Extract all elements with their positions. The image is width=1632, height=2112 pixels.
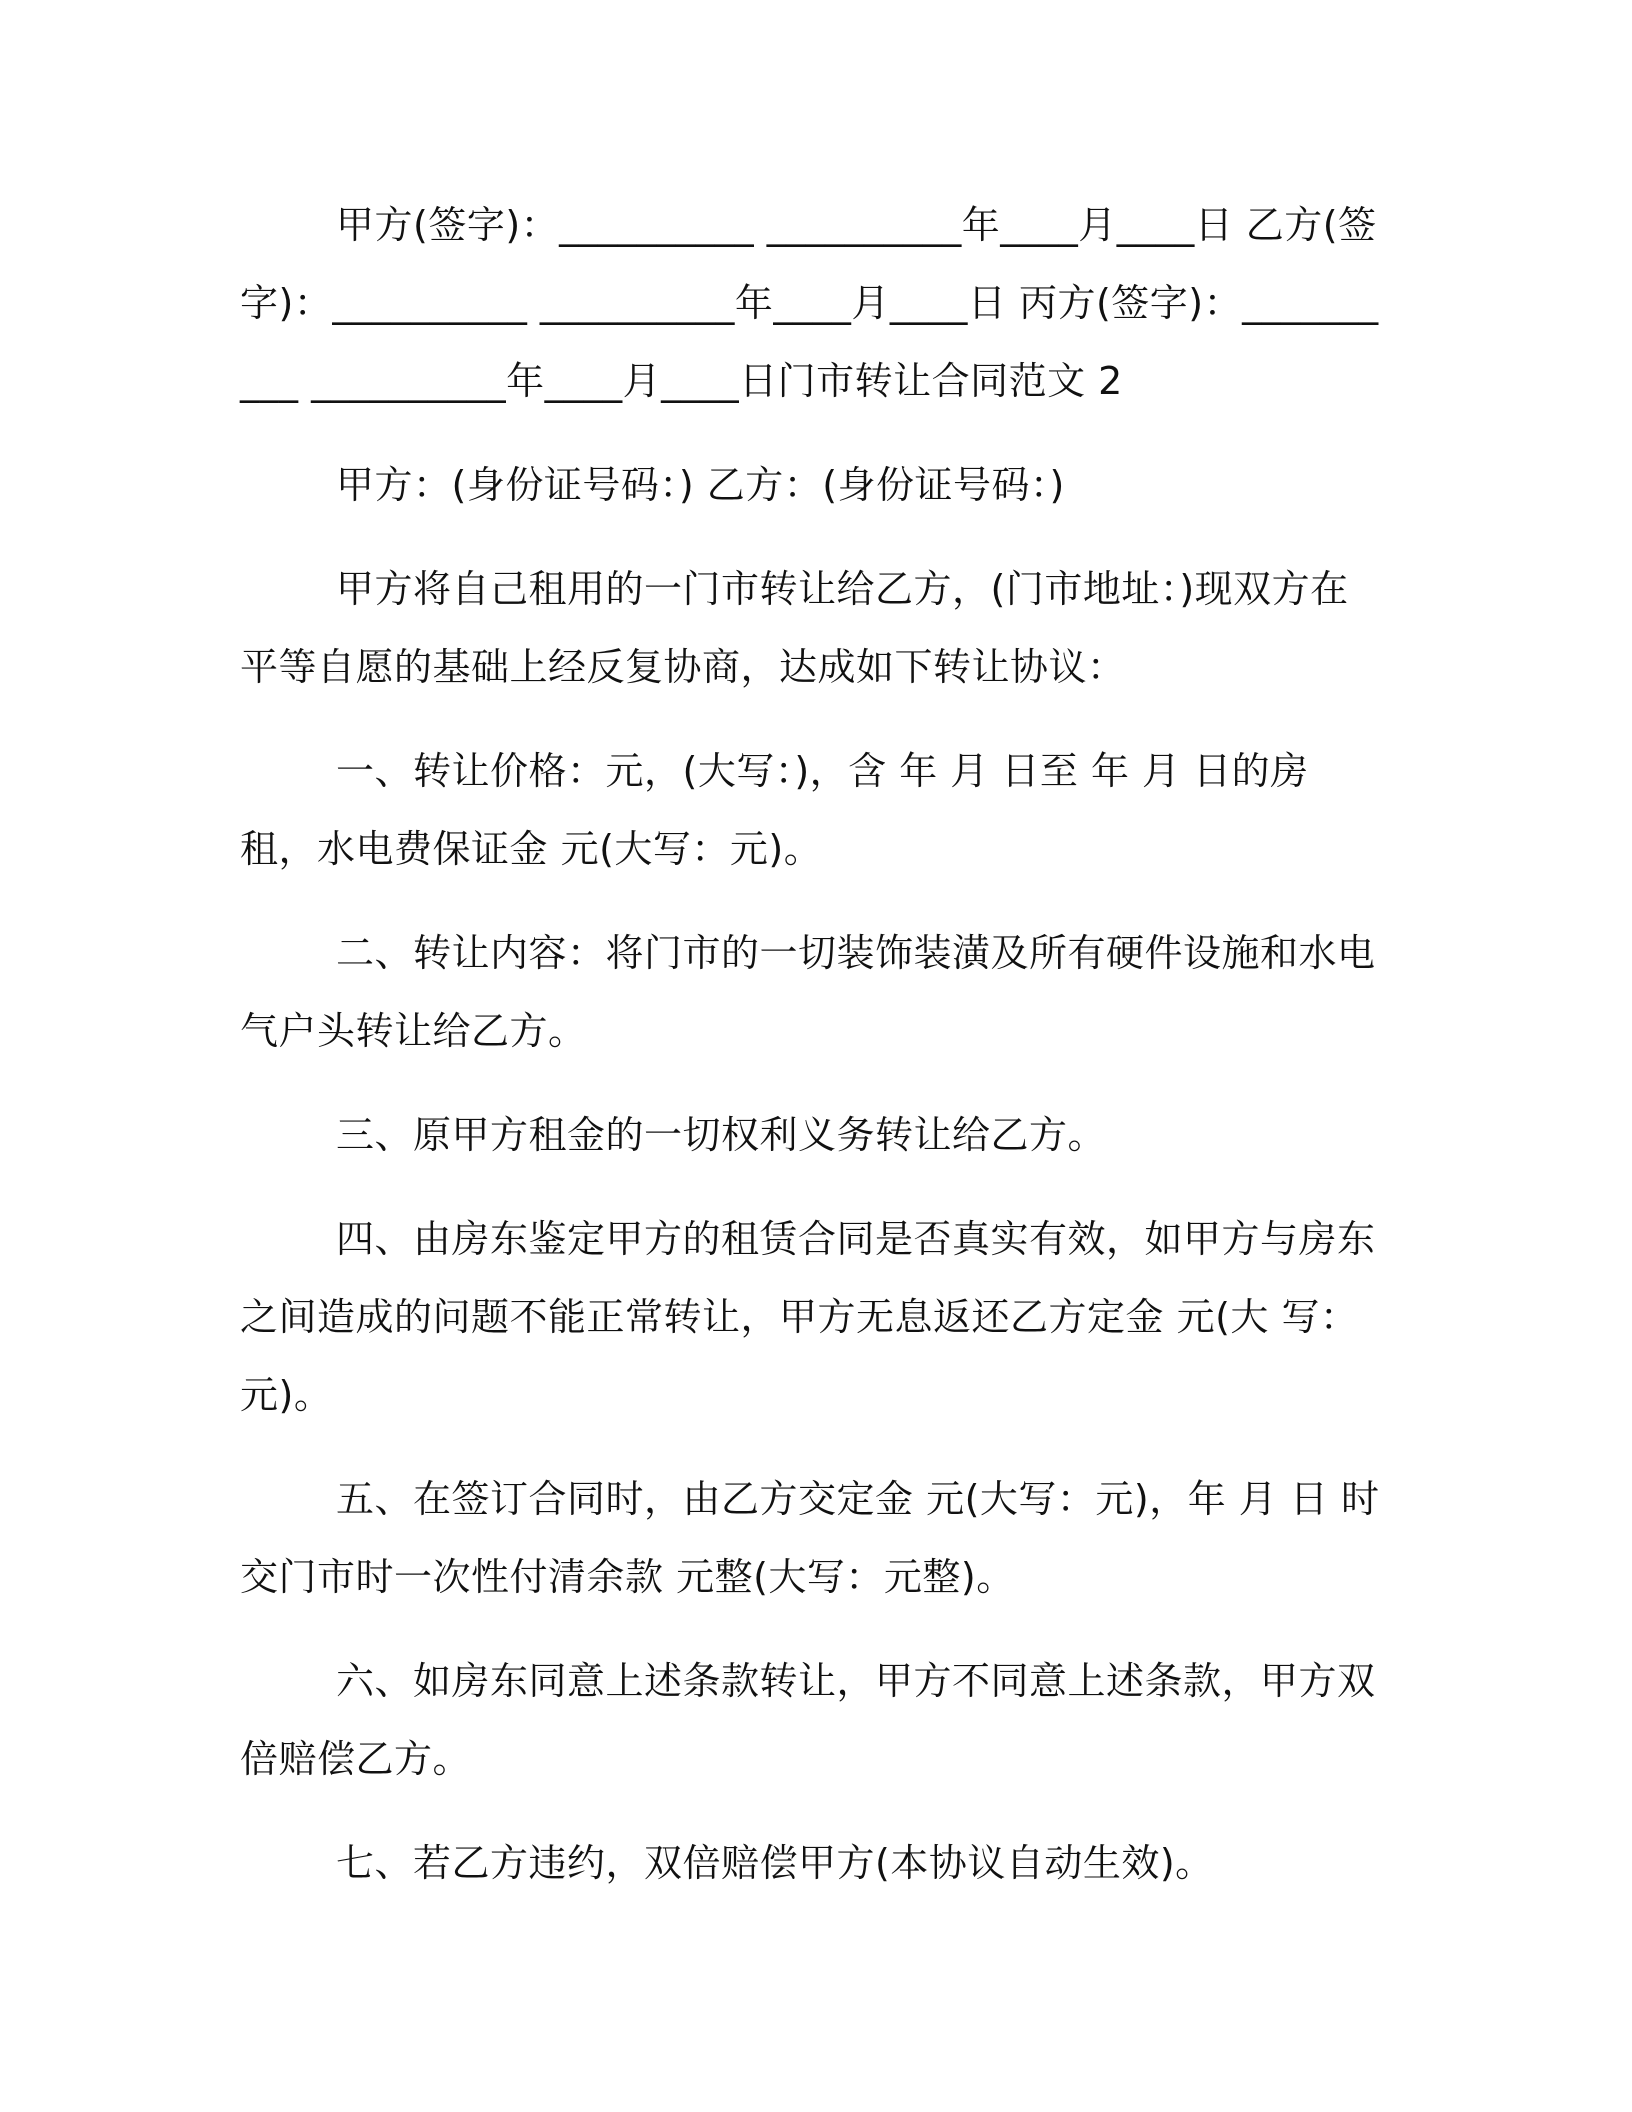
intro-paragraph: 甲方将自己租用的一门市转让给乙方，(门市地址：)现双方在平等自愿的基础上经反复协商，达成如下转让协议： (240, 567, 1349, 689)
parties-id-paragraph: 甲方：(身份证号码：) 乙方：(身份证号码：) (336, 463, 1065, 507)
clause-1-price: 一、转让价格：元，(大写：)，含 年 月 日至 年 月 日的房租，水电费保证金 元(大写：元)。 (240, 749, 1309, 871)
clause-6-compensation: 六、如房东同意上述条款转让，甲方不同意上述条款，甲方双倍赔偿乙方。 (240, 1659, 1376, 1781)
signature-block-paragraph: 甲方(签字)：__________ __________年____月____日 乙方(签字)：__________ __________年____月____日 丙方(签字)：__________ __________年____月____日门市转让合同范文 2 (240, 203, 1379, 403)
clause-3-rights: 三、原甲方租金的一切权利义务转让给乙方。 (336, 1113, 1107, 1157)
clause-2-content: 二、转让内容：将门市的一切装饰装潢及所有硬件设施和水电气户头转让给乙方。 (240, 931, 1376, 1053)
document-page (240, 186, 1380, 1902)
clause-5-deposit: 五、在签订合同时，由乙方交定金 元(大写：元)，年 月 日 时交门市时一次性付清余款 元整(大写：元整)。 (240, 1477, 1380, 1599)
clause-4-landlord: 四、由房东鉴定甲方的租赁合同是否真实有效，如甲方与房东之间造成的问题不能正常转让，甲方无息返还乙方定金 元(大 写：元)。 (240, 1217, 1376, 1417)
clause-7-breach: 七、若乙方违约，双倍赔偿甲方(本协议自动生效)。 (336, 1841, 1214, 1885)
